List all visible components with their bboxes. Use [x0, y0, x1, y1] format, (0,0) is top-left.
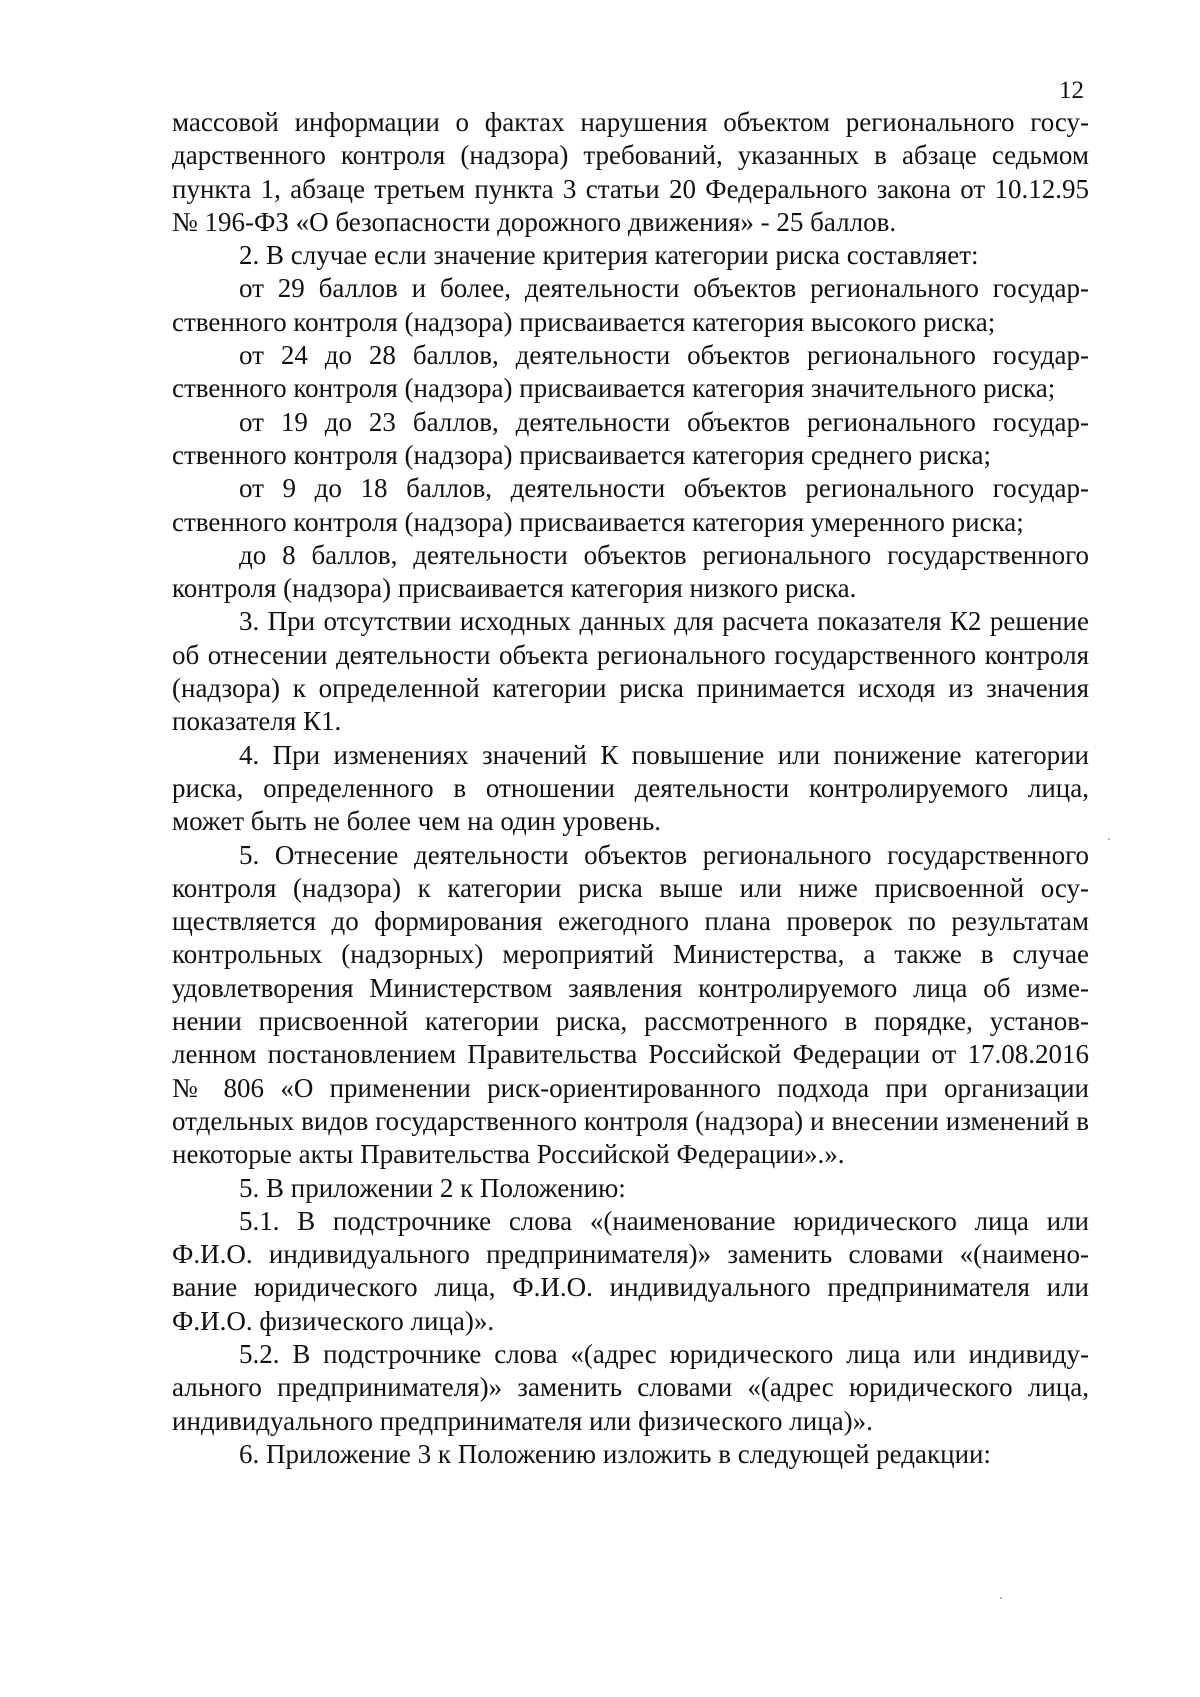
paragraph-risk-criterion-intro: 2. В случае если значение критерия категории риска составляет:: [239, 240, 979, 271]
paragraph-item-5: 5. Отнесение деятельности объектов регионального государственного контроля (надзора) к категории риска выше или ниже присвоенной осуществляется до формирования ежегодного плана проверок по результатам контрольных (надзорных) мероприятий Министерства, а также в случае удовлетворения Министерством заявления контролируемого лица об изменении присвоенной категории риска, рассмотренного в порядке, установленном постановлением Правительства Российской Федерации от 17.08.2016 № 806 «О применении риск-ориентированного подхода при организации отдельных видов государственного контроля (надзора) и внесении изменений в некоторые акты Правительства Российской Федерации».».: [172, 839, 1089, 1170]
paragraph-low-risk: до 8 баллов, деятельности объектов регионального государственного контроля (надзора) присваивается категория низкого риска.: [172, 539, 1089, 604]
paragraph-item-6: 6. Приложение 3 к Положению изложить в следующей редакции:: [239, 1438, 991, 1469]
paragraph-significant-risk: от 24 до 28 баллов, деятельности объектов регионального государственного контроля (надзора) присваивается категория значительного риска;: [172, 340, 1089, 404]
paragraph-moderate-risk: от 9 до 18 баллов, деятельности объектов регионального государственного контроля (надзора) присваивается категория умеренного риска;: [172, 473, 1089, 537]
paragraph-item-3: 3. При отсутствии исходных данных для расчета показателя К2 решение об отнесении деятельности объекта регионального государственного контроля (надзора) к определенной категории риска принимается исходя из значения показателя К1.: [172, 606, 1089, 737]
paragraph-item-4: 4. При изменениях значений К повышение или понижение категории риска, определенного в отношении деятельности контролируемого лица, может быть не более чем на один уровень.: [172, 739, 1089, 837]
paragraph-continuation: массовой информации о фактах нарушения объектом регионального государственного контроля (надзора) требований, указанных в абзаце седьмом пункта 1, абзаце третьем пункта 3 статьи 20 Федерального закона от 10.12.95 № 196-ФЗ «О безопасности дорожного движения» - 25 баллов.: [172, 107, 1089, 237]
paragraph-item-5-2: 5.2. В подстрочнике слова «(адрес юридического лица или индивидуального предпринимателя)» заменить словами «(адрес юридического лица, индивидуального предпринимателя или физического лица)».: [172, 1338, 1089, 1436]
document-body: [172, 106, 1089, 1471]
page-number: 12: [1059, 77, 1084, 104]
scan-speck: [1108, 838, 1110, 840]
scan-speck: [1000, 1597, 1002, 1599]
paragraph-item-5-1: 5.1. В подстрочнике слова «(наименование юридического лица или Ф.И.О. индивидуального предпринимателя)» заменить словами «(наименование юридического лица, Ф.И.О. индивидуального предпринимателя или Ф.И.О. физического лица)».: [172, 1205, 1089, 1336]
paragraph-high-risk: от 29 баллов и более, деятельности объектов регионального государственного контроля (надзора) присваивается категория высокого риска;: [172, 273, 1089, 337]
paragraph-medium-risk: от 19 до 23 баллов, деятельности объектов регионального государственного контроля (надзора) присваивается категория среднего риска;: [172, 406, 1089, 470]
paragraph-appendix-2: 5. В приложении 2 к Положению:: [239, 1172, 626, 1203]
